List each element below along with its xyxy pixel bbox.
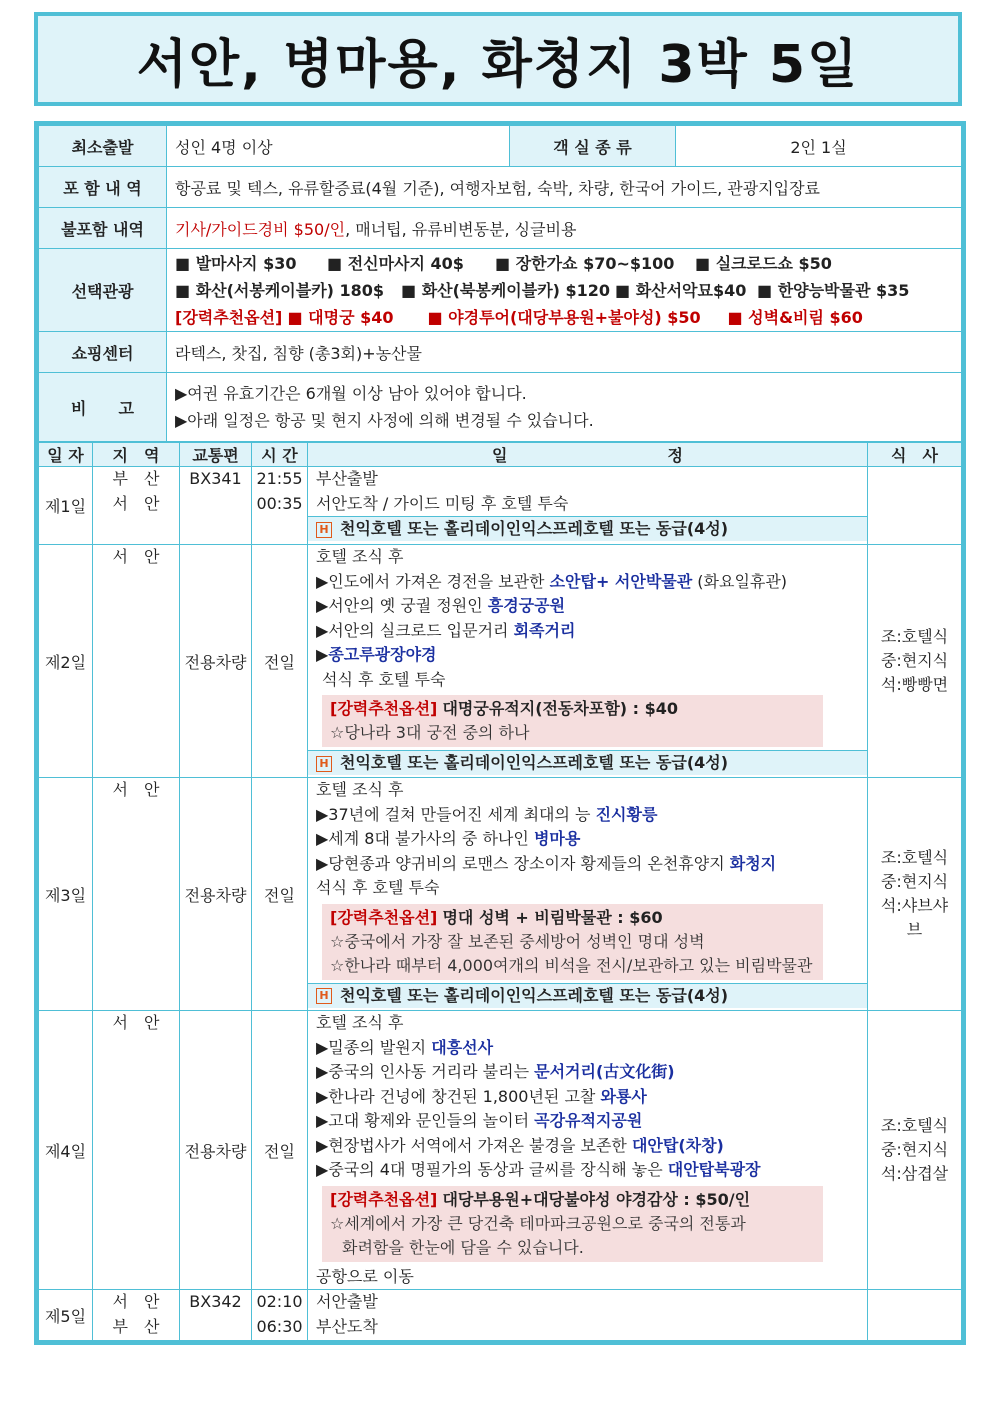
- attraction-name: 화청지: [729, 853, 777, 873]
- transport-cell: BX341: [180, 467, 252, 545]
- shopping-row: [39, 332, 962, 373]
- region-cell: 서 안: [93, 545, 180, 778]
- attraction-name: 문서거리(古文化街): [534, 1062, 675, 1081]
- time-text: 00:35: [256, 493, 303, 513]
- recommended-option-box: [322, 904, 823, 980]
- itinerary-text: ▶서안의 실크로드 입문거리: [316, 620, 514, 640]
- page-title: 서안, 병마용, 화청지 3박 5일: [136, 34, 860, 95]
- optional-item: ■ 전신마사지 40$: [327, 253, 464, 273]
- time-text: 02:10: [256, 1292, 303, 1311]
- itinerary-text: ▶한나라 건넝에 창건된 1,800년된 고찰: [316, 1086, 601, 1106]
- title-banner: [34, 12, 962, 106]
- optional-row: [39, 249, 962, 332]
- day-label: 제4일: [39, 1011, 93, 1290]
- excluded-guide-fee: 기사/가이드경비 $50/인: [175, 219, 346, 239]
- itinerary-line: [316, 1158, 859, 1183]
- recommended-option-box: [322, 695, 823, 747]
- optional-line-3: [175, 304, 953, 331]
- day-label: 제5일: [39, 1290, 93, 1341]
- region-cell: 서 안: [93, 1011, 180, 1290]
- attraction-name: 병마용: [533, 829, 581, 848]
- itinerary-line: [316, 1134, 859, 1159]
- min-departure-label: 최소출발: [39, 126, 167, 167]
- time-cell: 전일: [252, 778, 308, 1011]
- option-label: [강력추천옵션]: [330, 907, 438, 927]
- min-departure-row: [39, 126, 962, 167]
- meal-cell: [868, 467, 962, 545]
- recommended-option-box: [322, 1186, 823, 1262]
- hotel-text: 천익호텔 또는 홀리데이인익스프레호텔 또는 동급(4성): [340, 519, 729, 538]
- itinerary-text: ▶중국의 4대 명필가의 동상과 글씨를 장식해 놓은: [316, 1160, 668, 1179]
- min-departure-value: 성인 4명 이상: [167, 126, 510, 167]
- hotel-line: [308, 750, 867, 775]
- optional-item: ■ 한양능박물관 $35: [757, 280, 910, 300]
- day-row-3: [39, 778, 962, 1011]
- day-row-1: [39, 467, 962, 545]
- itinerary-text: ▶서안의 옛 궁궐 정원인: [316, 596, 488, 615]
- region-cell: [93, 467, 180, 545]
- schedule-header-row: [39, 443, 962, 467]
- time-text: 21:55: [256, 469, 303, 488]
- attraction-name: 흥경궁공원: [487, 596, 566, 615]
- transport-cell: 전용차량: [180, 778, 252, 1011]
- region-cell: 서 안: [93, 778, 180, 1011]
- time-text: 06:30: [256, 1316, 303, 1336]
- option-note: ☆세계에서 가장 큰 당건축 테마파크공원으로 중국의 전통과: [330, 1213, 746, 1233]
- hotel-line: [308, 516, 867, 541]
- excluded-rest: , 매너팁, 유류비변동분, 싱글비용: [345, 219, 577, 239]
- remark-line: ▶아래 일정은 항공 및 현지 사정에 의해 변경될 수 있습니다.: [175, 411, 594, 430]
- meal-text: 석:샤브샤브: [880, 896, 949, 939]
- hotel-line: [308, 983, 867, 1008]
- itinerary-line: 호텔 조식 후: [316, 780, 404, 799]
- itinerary-text: ▶37년에 걸쳐 만들어진 세계 최대의 능: [316, 804, 596, 824]
- itinerary-line: 석식 후 호텔 투숙: [316, 878, 440, 897]
- meal-text: 중:현지식: [880, 872, 949, 891]
- attraction-name: 소안탑+ 서안박물관: [549, 571, 693, 591]
- recommended-item: ■ 대명궁 $40: [287, 307, 394, 327]
- itinerary-line: [316, 619, 859, 644]
- itinerary-line: 석식 후 호텔 투숙: [322, 669, 446, 689]
- included-row: [39, 167, 962, 208]
- time-cell: [252, 467, 308, 545]
- header-time: 시 간: [252, 443, 308, 467]
- hotel-icon: H: [316, 988, 332, 1004]
- transport-cell: 전용차량: [180, 545, 252, 778]
- option-label: [강력추천옵션]: [330, 699, 438, 718]
- optional-tours: [167, 249, 962, 332]
- itinerary-line: 호텔 조식 후: [316, 547, 404, 566]
- attraction-name: 진시황릉: [595, 804, 658, 824]
- room-type-value: 2인 1실: [676, 126, 962, 167]
- header-day: 일 자: [39, 443, 93, 467]
- region-cell: [93, 1290, 180, 1341]
- itinerary-line: 부산도착: [316, 1316, 378, 1336]
- meal-text: 조:호텔식: [880, 627, 949, 646]
- itinerary-text: ▶: [316, 645, 329, 664]
- itinerary-text: ▶현장법사가 서역에서 가져온 불경을 보존한: [316, 1135, 632, 1155]
- itinerary-line: 부산출발: [316, 469, 378, 488]
- region-text: 부 산: [112, 1316, 160, 1336]
- region-text: 부 산: [112, 469, 160, 488]
- day-label: 제3일: [39, 778, 93, 1011]
- optional-item: ■ 발마사지 $30: [175, 253, 297, 273]
- option-text: 대당부용원+대당불야성 야경감상 : $50/인: [442, 1189, 751, 1209]
- itinerary-text: ▶세계 8대 불가사의 중 하나인: [316, 829, 534, 848]
- hotel-icon: H: [316, 756, 332, 772]
- itinerary-line: 공항으로 이동: [316, 1266, 414, 1286]
- region-text: 서 안: [112, 1292, 160, 1311]
- meal-cell: [868, 545, 962, 778]
- option-note: ☆중국에서 가장 잘 보존된 중세방어 성벽인 명대 성벽: [330, 931, 705, 951]
- meal-text: 중:현지식: [880, 1140, 949, 1159]
- header-region: 지 역: [93, 443, 180, 467]
- itinerary-cell: [308, 1290, 868, 1341]
- option-note: 화려함을 한눈에 담을 수 있습니다.: [342, 1237, 584, 1257]
- itinerary-cell: [308, 1011, 868, 1290]
- shopping-value: 라텍스, 찻집, 침향 (총3회)+농산물: [167, 332, 962, 373]
- remark-line: ▶여권 유효기간은 6개월 이상 남아 있어야 합니다.: [175, 384, 527, 403]
- attraction-name: 종고루광장야경: [328, 645, 437, 664]
- meal-text: 석:빵빵면: [880, 675, 949, 694]
- attraction-name: 대안탑북광장: [667, 1160, 761, 1179]
- recommended-item: ■ 성벽&비림 $60: [727, 307, 863, 327]
- remarks-row: [39, 373, 962, 442]
- header-meal: 식 사: [868, 443, 962, 467]
- region-text: 서 안: [112, 493, 160, 513]
- hotel-text: 천익호텔 또는 홀리데이인익스프레호텔 또는 동급(4성): [340, 985, 729, 1005]
- meal-text: 조:호텔식: [880, 848, 949, 867]
- itinerary-line: [316, 570, 859, 595]
- day-row-5: [39, 1290, 962, 1341]
- itinerary-line: [316, 803, 859, 828]
- itinerary-line: [316, 1109, 859, 1134]
- option-text: 명대 성벽 + 비림박물관 : $60: [442, 907, 663, 927]
- info-table: [38, 125, 962, 442]
- meal-text: 중:현지식: [880, 651, 949, 670]
- day-row-4: [39, 1011, 962, 1290]
- attraction-name: 대흥선사: [431, 1037, 494, 1057]
- option-text: 대명궁유적지(전동차포함) : $40: [442, 699, 679, 718]
- schedule-table: [38, 442, 962, 1341]
- excluded-row: [39, 208, 962, 249]
- hotel-text: 천익호텔 또는 홀리데이인익스프레호텔 또는 동급(4성): [340, 753, 729, 772]
- itinerary-text: ▶밀종의 발원지: [316, 1037, 432, 1057]
- optional-line-2: [175, 277, 953, 304]
- attraction-name: 곡강유적지공원: [534, 1111, 643, 1130]
- itinerary-cell: [308, 467, 868, 545]
- itinerary-text: ▶고대 황제와 문인들의 놀이터: [316, 1111, 535, 1130]
- attraction-name: 대안탑(차창): [631, 1135, 724, 1155]
- excluded-value: [167, 208, 962, 249]
- itinerary-text: (화요일휴관): [692, 571, 788, 591]
- itinerary-line: 서안출발: [316, 1292, 378, 1311]
- itinerary-document: [34, 121, 966, 1345]
- meal-cell: [868, 1011, 962, 1290]
- time-cell: 전일: [252, 1011, 308, 1290]
- itinerary-line: [316, 1060, 859, 1085]
- optional-label: 선택관광: [39, 249, 167, 332]
- option-note: ☆당나라 3대 궁전 중의 하나: [330, 723, 530, 742]
- itinerary-line: [316, 827, 859, 852]
- optional-item: ■ 화산(북봉케이블카) $120: [401, 280, 611, 300]
- meal-text: 조:호텔식: [880, 1116, 949, 1135]
- hotel-icon: H: [316, 522, 332, 538]
- itinerary-line: [316, 852, 859, 877]
- itinerary-line: [316, 1085, 859, 1110]
- recommended-item: ■ 야경투어(대당부용원+불야성) $50: [427, 307, 701, 327]
- remarks-label: 비 고: [39, 373, 167, 442]
- itinerary-line: [316, 594, 859, 619]
- attraction-name: 와룡사: [600, 1086, 647, 1106]
- meal-cell: [868, 1290, 962, 1341]
- header-itinerary: 일 정: [308, 443, 868, 467]
- remarks-value: [167, 373, 962, 442]
- included-label: 포 함 내 역: [39, 167, 167, 208]
- itinerary-line: 호텔 조식 후: [316, 1013, 404, 1032]
- transport-cell: 전용차량: [180, 1011, 252, 1290]
- itinerary-cell: [308, 778, 868, 1011]
- optional-item: ■ 화산서악묘$40: [615, 280, 747, 300]
- day-label: 제1일: [39, 467, 93, 545]
- itinerary-text: ▶당현종과 양귀비의 로맨스 장소이자 황제들의 온천휴양지: [316, 853, 730, 873]
- time-cell: [252, 1290, 308, 1341]
- header-transport: 교통편: [180, 443, 252, 467]
- day-label: 제2일: [39, 545, 93, 778]
- optional-item: ■ 화산(서봉케이블카) 180$: [175, 280, 385, 300]
- included-value: 항공료 및 텍스, 유류할증료(4월 기준), 여행자보험, 숙박, 차량, 한국어 가이드, 관광지입장료: [167, 167, 962, 208]
- itinerary-text: ▶인도에서 가져온 경전을 보관한: [316, 571, 550, 591]
- itinerary-line: [316, 1036, 859, 1061]
- meal-cell: [868, 778, 962, 1011]
- day-row-2: [39, 545, 962, 778]
- itinerary-line: 서안도착 / 가이드 미팅 후 호텔 투숙: [316, 493, 569, 513]
- room-type-label: 객 실 종 류: [510, 126, 676, 167]
- option-label: [강력추천옵션]: [330, 1189, 438, 1209]
- itinerary-cell: [308, 545, 868, 778]
- itinerary-line: [316, 643, 859, 668]
- recommended-prefix: [강력추천옵션]: [175, 307, 283, 327]
- optional-item: ■ 장한가쇼 $70~$100: [495, 253, 675, 273]
- transport-cell: BX342: [180, 1290, 252, 1341]
- option-note: ☆한나라 때부터 4,000여개의 비석을 전시/보관하고 있는 비림박물관: [330, 955, 813, 975]
- itinerary-text: ▶중국의 인사동 거리라 불리는: [316, 1062, 535, 1081]
- meal-text: 석:삼겹살: [880, 1164, 949, 1183]
- shopping-label: 쇼핑센터: [39, 332, 167, 373]
- optional-item: ■ 실크로드쇼 $50: [695, 253, 832, 273]
- excluded-label: 불포함 내역: [39, 208, 167, 249]
- attraction-name: 회족거리: [513, 620, 576, 640]
- time-cell: 전일: [252, 545, 308, 778]
- optional-line-1: [175, 250, 953, 277]
